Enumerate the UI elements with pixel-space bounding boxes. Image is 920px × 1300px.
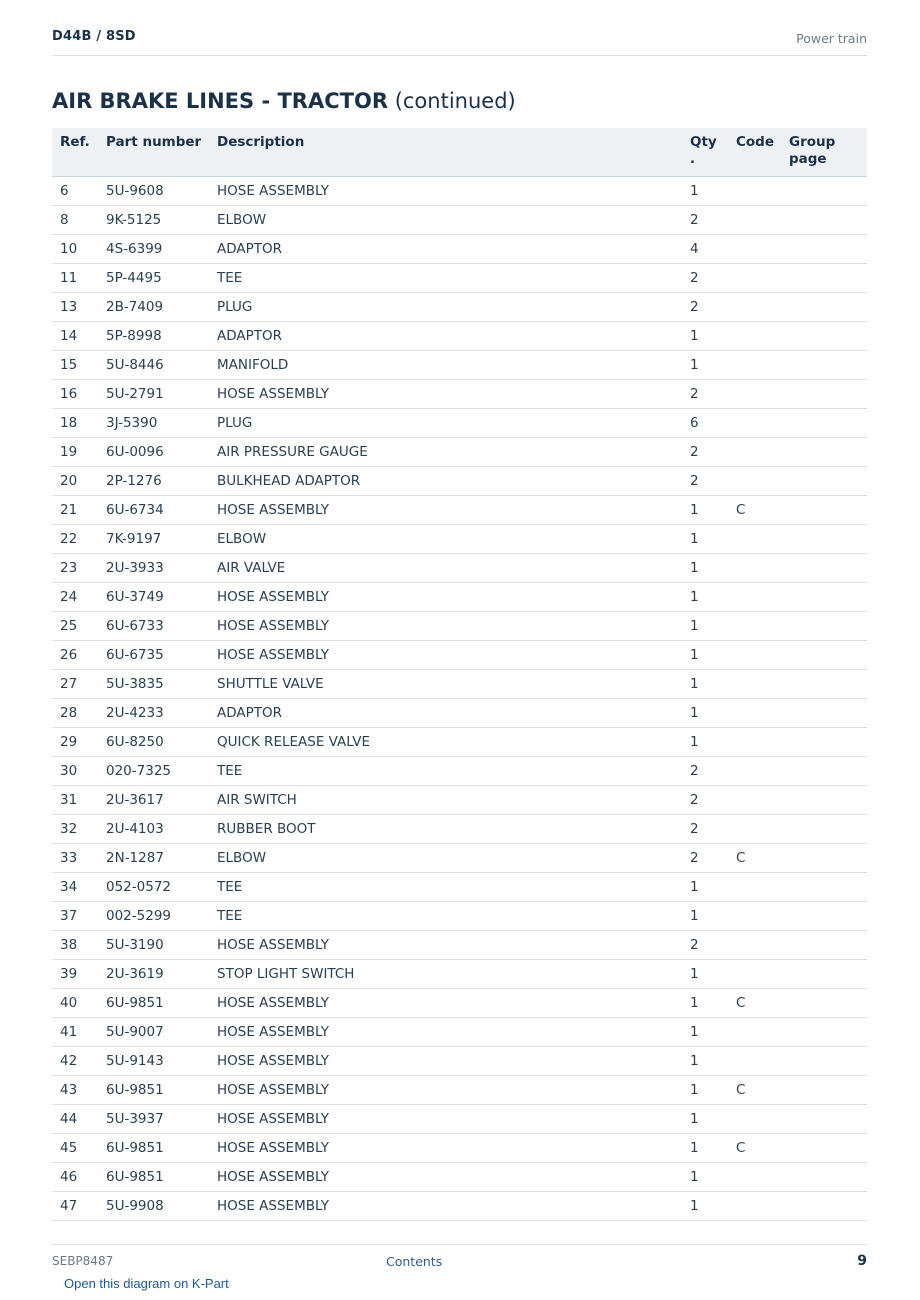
group-page-cell bbox=[781, 322, 867, 351]
part-number-cell: 7K-9197 bbox=[98, 525, 209, 554]
part-number-cell: 9K-5125 bbox=[98, 206, 209, 235]
group-page-cell bbox=[781, 844, 867, 873]
col-part-number-header: Part number bbox=[98, 128, 209, 177]
ref-cell: 20 bbox=[52, 467, 98, 496]
qty-cell: 1 bbox=[682, 699, 728, 728]
description-cell: ELBOW bbox=[209, 844, 682, 873]
qty-cell: 1 bbox=[682, 1134, 728, 1163]
part-number-cell: 2U-3619 bbox=[98, 960, 209, 989]
description-cell: PLUG bbox=[209, 293, 682, 322]
part-number-cell: 3J-5390 bbox=[98, 409, 209, 438]
ref-cell: 41 bbox=[52, 1018, 98, 1047]
qty-cell: 1 bbox=[682, 1018, 728, 1047]
description-cell: AIR SWITCH bbox=[209, 786, 682, 815]
title-main: AIR BRAKE LINES - TRACTOR bbox=[52, 89, 388, 113]
group-page-cell bbox=[781, 1134, 867, 1163]
code-cell bbox=[728, 293, 781, 322]
description-cell: HOSE ASSEMBLY bbox=[209, 1076, 682, 1105]
group-page-cell bbox=[781, 583, 867, 612]
part-number-cell: 5U-9007 bbox=[98, 1018, 209, 1047]
qty-cell: 2 bbox=[682, 438, 728, 467]
page-footer bbox=[52, 1244, 867, 1275]
description-cell: HOSE ASSEMBLY bbox=[209, 177, 682, 206]
table-row bbox=[52, 206, 867, 235]
part-number-cell: 020-7325 bbox=[98, 757, 209, 786]
ref-cell: 32 bbox=[52, 815, 98, 844]
qty-cell: 2 bbox=[682, 786, 728, 815]
ref-cell: 16 bbox=[52, 380, 98, 409]
description-cell: TEE bbox=[209, 757, 682, 786]
code-cell bbox=[728, 583, 781, 612]
part-number-cell: 6U-9851 bbox=[98, 1134, 209, 1163]
table-row bbox=[52, 1163, 867, 1192]
code-cell bbox=[728, 380, 781, 409]
description-cell: SHUTTLE VALVE bbox=[209, 670, 682, 699]
group-page-cell bbox=[781, 815, 867, 844]
section-label: Power train bbox=[796, 31, 867, 46]
part-number-cell: 052-0572 bbox=[98, 873, 209, 902]
description-cell: PLUG bbox=[209, 409, 682, 438]
part-number-cell: 5U-2791 bbox=[98, 380, 209, 409]
part-number-cell: 6U-6735 bbox=[98, 641, 209, 670]
group-page-cell bbox=[781, 1105, 867, 1134]
description-cell: ADAPTOR bbox=[209, 699, 682, 728]
part-number-cell: 6U-8250 bbox=[98, 728, 209, 757]
code-cell bbox=[728, 699, 781, 728]
qty-cell: 2 bbox=[682, 293, 728, 322]
ref-cell: 39 bbox=[52, 960, 98, 989]
qty-cell: 1 bbox=[682, 322, 728, 351]
table-row bbox=[52, 612, 867, 641]
part-number-cell: 5U-3190 bbox=[98, 931, 209, 960]
ref-cell: 22 bbox=[52, 525, 98, 554]
code-cell bbox=[728, 438, 781, 467]
group-page-cell bbox=[781, 1163, 867, 1192]
code-cell bbox=[728, 757, 781, 786]
code-cell bbox=[728, 728, 781, 757]
kpart-link[interactable]: Open this diagram on K-Part bbox=[64, 1276, 229, 1291]
code-cell: C bbox=[728, 989, 781, 1018]
code-cell bbox=[728, 206, 781, 235]
description-cell: ADAPTOR bbox=[209, 235, 682, 264]
table-row bbox=[52, 641, 867, 670]
table-row bbox=[52, 177, 867, 206]
parts-table-header bbox=[52, 128, 867, 177]
part-number-cell: 2U-3933 bbox=[98, 554, 209, 583]
qty-cell: 1 bbox=[682, 1105, 728, 1134]
qty-cell: 2 bbox=[682, 815, 728, 844]
table-row bbox=[52, 438, 867, 467]
code-cell bbox=[728, 670, 781, 699]
part-number-cell: 6U-6734 bbox=[98, 496, 209, 525]
ref-cell: 33 bbox=[52, 844, 98, 873]
description-cell: HOSE ASSEMBLY bbox=[209, 1047, 682, 1076]
table-row bbox=[52, 670, 867, 699]
page-title bbox=[52, 89, 516, 113]
qty-cell: 2 bbox=[682, 264, 728, 293]
qty-cell: 2 bbox=[682, 931, 728, 960]
part-number-cell: 2U-4233 bbox=[98, 699, 209, 728]
part-number-cell: 2P-1276 bbox=[98, 467, 209, 496]
code-cell bbox=[728, 815, 781, 844]
code-cell bbox=[728, 902, 781, 931]
part-number-cell: 4S-6399 bbox=[98, 235, 209, 264]
part-number-cell: 6U-6733 bbox=[98, 612, 209, 641]
table-row bbox=[52, 989, 867, 1018]
group-page-cell bbox=[781, 1076, 867, 1105]
qty-cell: 1 bbox=[682, 873, 728, 902]
part-number-cell: 5U-9608 bbox=[98, 177, 209, 206]
ref-cell: 8 bbox=[52, 206, 98, 235]
part-number-cell: 2U-3617 bbox=[98, 786, 209, 815]
code-cell bbox=[728, 235, 781, 264]
ref-cell: 45 bbox=[52, 1134, 98, 1163]
qty-cell: 1 bbox=[682, 612, 728, 641]
table-row bbox=[52, 467, 867, 496]
qty-cell: 2 bbox=[682, 467, 728, 496]
qty-cell: 1 bbox=[682, 670, 728, 699]
part-number-cell: 5P-8998 bbox=[98, 322, 209, 351]
group-page-cell bbox=[781, 177, 867, 206]
code-cell bbox=[728, 554, 781, 583]
part-number-cell: 002-5299 bbox=[98, 902, 209, 931]
qty-cell: 1 bbox=[682, 960, 728, 989]
qty-cell: 1 bbox=[682, 351, 728, 380]
col-description-header: Description bbox=[209, 128, 682, 177]
qty-cell: 2 bbox=[682, 206, 728, 235]
description-cell: HOSE ASSEMBLY bbox=[209, 583, 682, 612]
description-cell: HOSE ASSEMBLY bbox=[209, 1018, 682, 1047]
qty-cell: 6 bbox=[682, 409, 728, 438]
code-cell: C bbox=[728, 1134, 781, 1163]
ref-cell: 44 bbox=[52, 1105, 98, 1134]
qty-cell: 4 bbox=[682, 235, 728, 264]
ref-cell: 26 bbox=[52, 641, 98, 670]
qty-cell: 1 bbox=[682, 641, 728, 670]
group-page-cell bbox=[781, 438, 867, 467]
table-row bbox=[52, 873, 867, 902]
group-page-cell bbox=[781, 612, 867, 641]
group-page-cell bbox=[781, 641, 867, 670]
group-page-cell bbox=[781, 293, 867, 322]
ref-cell: 25 bbox=[52, 612, 98, 641]
group-page-cell bbox=[781, 873, 867, 902]
description-cell: BULKHEAD ADAPTOR bbox=[209, 467, 682, 496]
code-cell bbox=[728, 1047, 781, 1076]
qty-cell: 1 bbox=[682, 583, 728, 612]
description-cell: ADAPTOR bbox=[209, 322, 682, 351]
ref-cell: 38 bbox=[52, 931, 98, 960]
qty-cell: 1 bbox=[682, 1192, 728, 1221]
parts-table bbox=[52, 128, 867, 1221]
description-cell: HOSE ASSEMBLY bbox=[209, 1134, 682, 1163]
description-cell: STOP LIGHT SWITCH bbox=[209, 960, 682, 989]
description-cell: QUICK RELEASE VALVE bbox=[209, 728, 682, 757]
group-page-cell bbox=[781, 699, 867, 728]
page-header bbox=[52, 28, 867, 56]
qty-cell: 2 bbox=[682, 844, 728, 873]
part-number-cell: 5U-3835 bbox=[98, 670, 209, 699]
table-row bbox=[52, 496, 867, 525]
group-page-cell bbox=[781, 380, 867, 409]
table-row bbox=[52, 380, 867, 409]
group-page-cell bbox=[781, 496, 867, 525]
part-number-cell: 6U-9851 bbox=[98, 1163, 209, 1192]
qty-cell: 1 bbox=[682, 525, 728, 554]
code-cell bbox=[728, 786, 781, 815]
col-qty-header: Qty . bbox=[682, 128, 728, 177]
group-page-cell bbox=[781, 554, 867, 583]
table-row bbox=[52, 1076, 867, 1105]
table-row bbox=[52, 1134, 867, 1163]
part-number-cell: 2B-7409 bbox=[98, 293, 209, 322]
group-page-cell bbox=[781, 409, 867, 438]
description-cell: HOSE ASSEMBLY bbox=[209, 989, 682, 1018]
group-page-cell bbox=[781, 757, 867, 786]
title-suffix: (continued) bbox=[394, 89, 516, 113]
table-row bbox=[52, 844, 867, 873]
qty-cell: 1 bbox=[682, 177, 728, 206]
ref-cell: 47 bbox=[52, 1192, 98, 1221]
table-row bbox=[52, 815, 867, 844]
qty-cell: 1 bbox=[682, 728, 728, 757]
code-cell bbox=[728, 612, 781, 641]
ref-cell: 28 bbox=[52, 699, 98, 728]
model-label: D44B / 8SD bbox=[52, 29, 136, 44]
part-number-cell: 6U-0096 bbox=[98, 438, 209, 467]
code-cell bbox=[728, 641, 781, 670]
table-row bbox=[52, 264, 867, 293]
table-row bbox=[52, 786, 867, 815]
group-page-cell bbox=[781, 235, 867, 264]
description-cell: HOSE ASSEMBLY bbox=[209, 931, 682, 960]
ref-cell: 13 bbox=[52, 293, 98, 322]
description-cell: TEE bbox=[209, 902, 682, 931]
code-cell: C bbox=[728, 1076, 781, 1105]
code-cell bbox=[728, 264, 781, 293]
code-cell bbox=[728, 525, 781, 554]
qty-cell: 1 bbox=[682, 1163, 728, 1192]
code-cell bbox=[728, 467, 781, 496]
ref-cell: 15 bbox=[52, 351, 98, 380]
table-row bbox=[52, 293, 867, 322]
code-cell: C bbox=[728, 844, 781, 873]
group-page-cell bbox=[781, 1047, 867, 1076]
table-row bbox=[52, 1047, 867, 1076]
ref-cell: 14 bbox=[52, 322, 98, 351]
part-number-cell: 5P-4495 bbox=[98, 264, 209, 293]
ref-cell: 21 bbox=[52, 496, 98, 525]
ref-cell: 29 bbox=[52, 728, 98, 757]
col-code-header: Code bbox=[728, 128, 781, 177]
page-number: 9 bbox=[857, 1253, 867, 1269]
ref-cell: 34 bbox=[52, 873, 98, 902]
code-cell bbox=[728, 873, 781, 902]
group-page-cell bbox=[781, 960, 867, 989]
part-number-cell: 2U-4103 bbox=[98, 815, 209, 844]
part-number-cell: 6U-9851 bbox=[98, 1076, 209, 1105]
description-cell: TEE bbox=[209, 873, 682, 902]
contents-link[interactable]: Contents bbox=[386, 1254, 443, 1269]
description-cell: AIR PRESSURE GAUGE bbox=[209, 438, 682, 467]
qty-cell: 1 bbox=[682, 1047, 728, 1076]
ref-cell: 42 bbox=[52, 1047, 98, 1076]
code-cell: C bbox=[728, 496, 781, 525]
description-cell: HOSE ASSEMBLY bbox=[209, 1163, 682, 1192]
table-row bbox=[52, 583, 867, 612]
table-row bbox=[52, 525, 867, 554]
table-row bbox=[52, 699, 867, 728]
ref-cell: 46 bbox=[52, 1163, 98, 1192]
part-number-cell: 6U-9851 bbox=[98, 989, 209, 1018]
parts-table-body bbox=[52, 177, 867, 1221]
group-page-cell bbox=[781, 206, 867, 235]
table-row bbox=[52, 757, 867, 786]
qty-cell: 2 bbox=[682, 757, 728, 786]
group-page-cell bbox=[781, 264, 867, 293]
description-cell: HOSE ASSEMBLY bbox=[209, 380, 682, 409]
code-cell bbox=[728, 1192, 781, 1221]
code-cell bbox=[728, 351, 781, 380]
group-page-cell bbox=[781, 351, 867, 380]
col-ref-header: Ref. bbox=[52, 128, 98, 177]
qty-cell: 1 bbox=[682, 554, 728, 583]
ref-cell: 27 bbox=[52, 670, 98, 699]
code-cell bbox=[728, 1105, 781, 1134]
table-row bbox=[52, 1105, 867, 1134]
group-page-cell bbox=[781, 525, 867, 554]
table-row bbox=[52, 960, 867, 989]
code-cell bbox=[728, 960, 781, 989]
ref-cell: 11 bbox=[52, 264, 98, 293]
code-cell bbox=[728, 1018, 781, 1047]
ref-cell: 18 bbox=[52, 409, 98, 438]
description-cell: AIR VALVE bbox=[209, 554, 682, 583]
table-row bbox=[52, 322, 867, 351]
description-cell: HOSE ASSEMBLY bbox=[209, 612, 682, 641]
ref-cell: 30 bbox=[52, 757, 98, 786]
group-page-cell bbox=[781, 989, 867, 1018]
table-row bbox=[52, 728, 867, 757]
group-page-cell bbox=[781, 902, 867, 931]
qty-cell: 1 bbox=[682, 496, 728, 525]
part-number-cell: 5U-8446 bbox=[98, 351, 209, 380]
ref-cell: 19 bbox=[52, 438, 98, 467]
group-page-cell bbox=[781, 467, 867, 496]
description-cell: HOSE ASSEMBLY bbox=[209, 641, 682, 670]
ref-cell: 10 bbox=[52, 235, 98, 264]
description-cell: ELBOW bbox=[209, 525, 682, 554]
part-number-cell: 6U-3749 bbox=[98, 583, 209, 612]
ref-cell: 37 bbox=[52, 902, 98, 931]
description-cell: MANIFOLD bbox=[209, 351, 682, 380]
col-group-page-header: Group page bbox=[781, 128, 867, 177]
part-number-cell: 5U-9908 bbox=[98, 1192, 209, 1221]
group-page-cell bbox=[781, 728, 867, 757]
ref-cell: 31 bbox=[52, 786, 98, 815]
description-cell: RUBBER BOOT bbox=[209, 815, 682, 844]
code-cell bbox=[728, 931, 781, 960]
part-number-cell: 2N-1287 bbox=[98, 844, 209, 873]
ref-cell: 23 bbox=[52, 554, 98, 583]
table-row bbox=[52, 554, 867, 583]
table-row bbox=[52, 235, 867, 264]
group-page-cell bbox=[781, 670, 867, 699]
code-cell bbox=[728, 1163, 781, 1192]
description-cell: HOSE ASSEMBLY bbox=[209, 496, 682, 525]
group-page-cell bbox=[781, 1018, 867, 1047]
description-cell: HOSE ASSEMBLY bbox=[209, 1105, 682, 1134]
group-page-cell bbox=[781, 1192, 867, 1221]
part-number-cell: 5U-3937 bbox=[98, 1105, 209, 1134]
ref-cell: 6 bbox=[52, 177, 98, 206]
table-row bbox=[52, 931, 867, 960]
description-cell: HOSE ASSEMBLY bbox=[209, 1192, 682, 1221]
ref-cell: 24 bbox=[52, 583, 98, 612]
ref-cell: 40 bbox=[52, 989, 98, 1018]
doc-number: SEBP8487 bbox=[52, 1254, 114, 1268]
code-cell bbox=[728, 409, 781, 438]
table-row bbox=[52, 351, 867, 380]
table-row bbox=[52, 1018, 867, 1047]
qty-cell: 1 bbox=[682, 989, 728, 1018]
table-row bbox=[52, 409, 867, 438]
qty-cell: 1 bbox=[682, 902, 728, 931]
table-row bbox=[52, 902, 867, 931]
group-page-cell bbox=[781, 931, 867, 960]
part-number-cell: 5U-9143 bbox=[98, 1047, 209, 1076]
code-cell bbox=[728, 177, 781, 206]
table-row bbox=[52, 1192, 867, 1221]
ref-cell: 43 bbox=[52, 1076, 98, 1105]
description-cell: ELBOW bbox=[209, 206, 682, 235]
code-cell bbox=[728, 322, 781, 351]
group-page-cell bbox=[781, 786, 867, 815]
qty-cell: 1 bbox=[682, 1076, 728, 1105]
qty-cell: 2 bbox=[682, 380, 728, 409]
description-cell: TEE bbox=[209, 264, 682, 293]
